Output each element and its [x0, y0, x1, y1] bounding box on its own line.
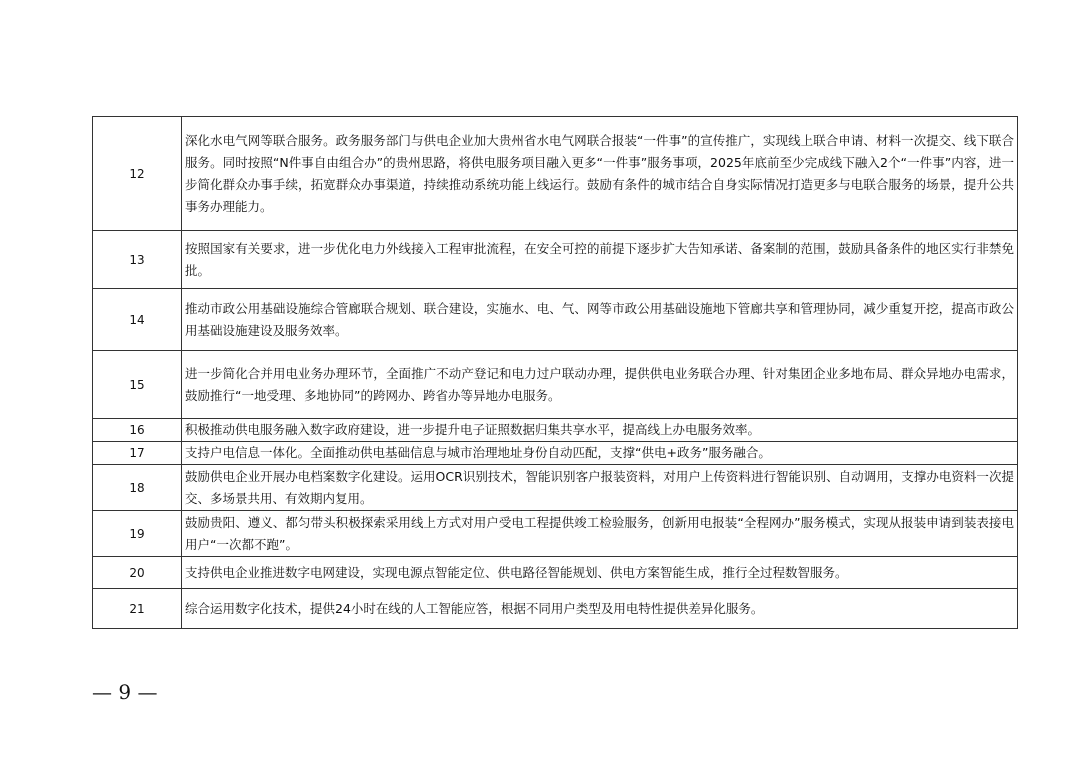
table-row [93, 557, 1018, 589]
table-row [93, 231, 1018, 289]
row-number: 16 [93, 419, 182, 442]
row-text: 综合运用数字化技术，提供24小时在线的人工智能应答，根据不同用户类型及用电特性提供差异化服务。 [182, 589, 1018, 629]
row-number: 19 [93, 511, 182, 557]
row-text: 鼓励供电企业开展办电档案数字化建设。运用OCR识别技术，智能识别客户报装资料，对用户上传资料进行智能识别、自动调用，支撑办电资料一次提交、多场景共用、有效期内复用。 [182, 465, 1018, 511]
table-row [93, 465, 1018, 511]
row-number: 14 [93, 289, 182, 351]
row-number: 20 [93, 557, 182, 589]
row-number: 18 [93, 465, 182, 511]
table-row [93, 351, 1018, 419]
row-number: 21 [93, 589, 182, 629]
document-table [92, 116, 1018, 629]
row-text: 按照国家有关要求，进一步优化电力外线接入工程审批流程，在安全可控的前提下逐步扩大告知承诺、备案制的范围，鼓励具备条件的地区实行非禁免批。 [182, 231, 1018, 289]
row-number: 13 [93, 231, 182, 289]
row-text: 推动市政公用基础设施综合管廊联合规划、联合建设，实施水、电、气、网等市政公用基础设施地下管廊共享和管理协同，减少重复开挖，提高市政公用基础设施建设及服务效率。 [182, 289, 1018, 351]
row-text: 支持户电信息一体化。全面推动供电基础信息与城市治理地址身份自动匹配，支撑“供电+政务”服务融合。 [182, 442, 1018, 465]
row-number: 17 [93, 442, 182, 465]
table-row [93, 419, 1018, 442]
table-row [93, 589, 1018, 629]
row-number: 12 [93, 117, 182, 231]
table-row [93, 117, 1018, 231]
table-body [93, 117, 1018, 629]
row-text: 深化水电气网等联合服务。政务服务部门与供电企业加大贵州省水电气网联合报装“一件事”的宣传推广，实现线上联合申请、材料一次提交、线下联合服务。同时按照“N件事自由组合办”的贵州思路，将供电服务项目融入更多“一件事”服务事项，2025年底前至少完成线下融入2个“一件事”内容，进一步简化群众办事手续，拓宽群众办事渠道，持续推动系统功能上线运行。鼓励有条件的城市结合自身实际情况打造更多与电联合服务的场景，提升公共事务办理能力。 [182, 117, 1018, 231]
row-text: 支持供电企业推进数字电网建设，实现电源点智能定位、供电路径智能规划、供电方案智能生成，推行全过程数智服务。 [182, 557, 1018, 589]
table-row [93, 442, 1018, 465]
row-text: 积极推动供电服务融入数字政府建设，进一步提升电子证照数据归集共享水平，提高线上办电服务效率。 [182, 419, 1018, 442]
page-number: — 9 — [92, 680, 158, 704]
row-text: 鼓励贵阳、遵义、都匀带头积极探索采用线上方式对用户受电工程提供竣工检验服务，创新用电报装“全程网办”服务模式，实现从报装申请到装表接电用户“一次都不跑”。 [182, 511, 1018, 557]
row-number: 15 [93, 351, 182, 419]
table-row [93, 289, 1018, 351]
row-text: 进一步简化合并用电业务办理环节，全面推广不动产登记和电力过户联动办理，提供供电业务联合办理、针对集团企业多地布局、群众异地办电需求，鼓励推行“一地受理、多地协同”的跨网办、跨省办等异地办电服务。 [182, 351, 1018, 419]
table-row [93, 511, 1018, 557]
